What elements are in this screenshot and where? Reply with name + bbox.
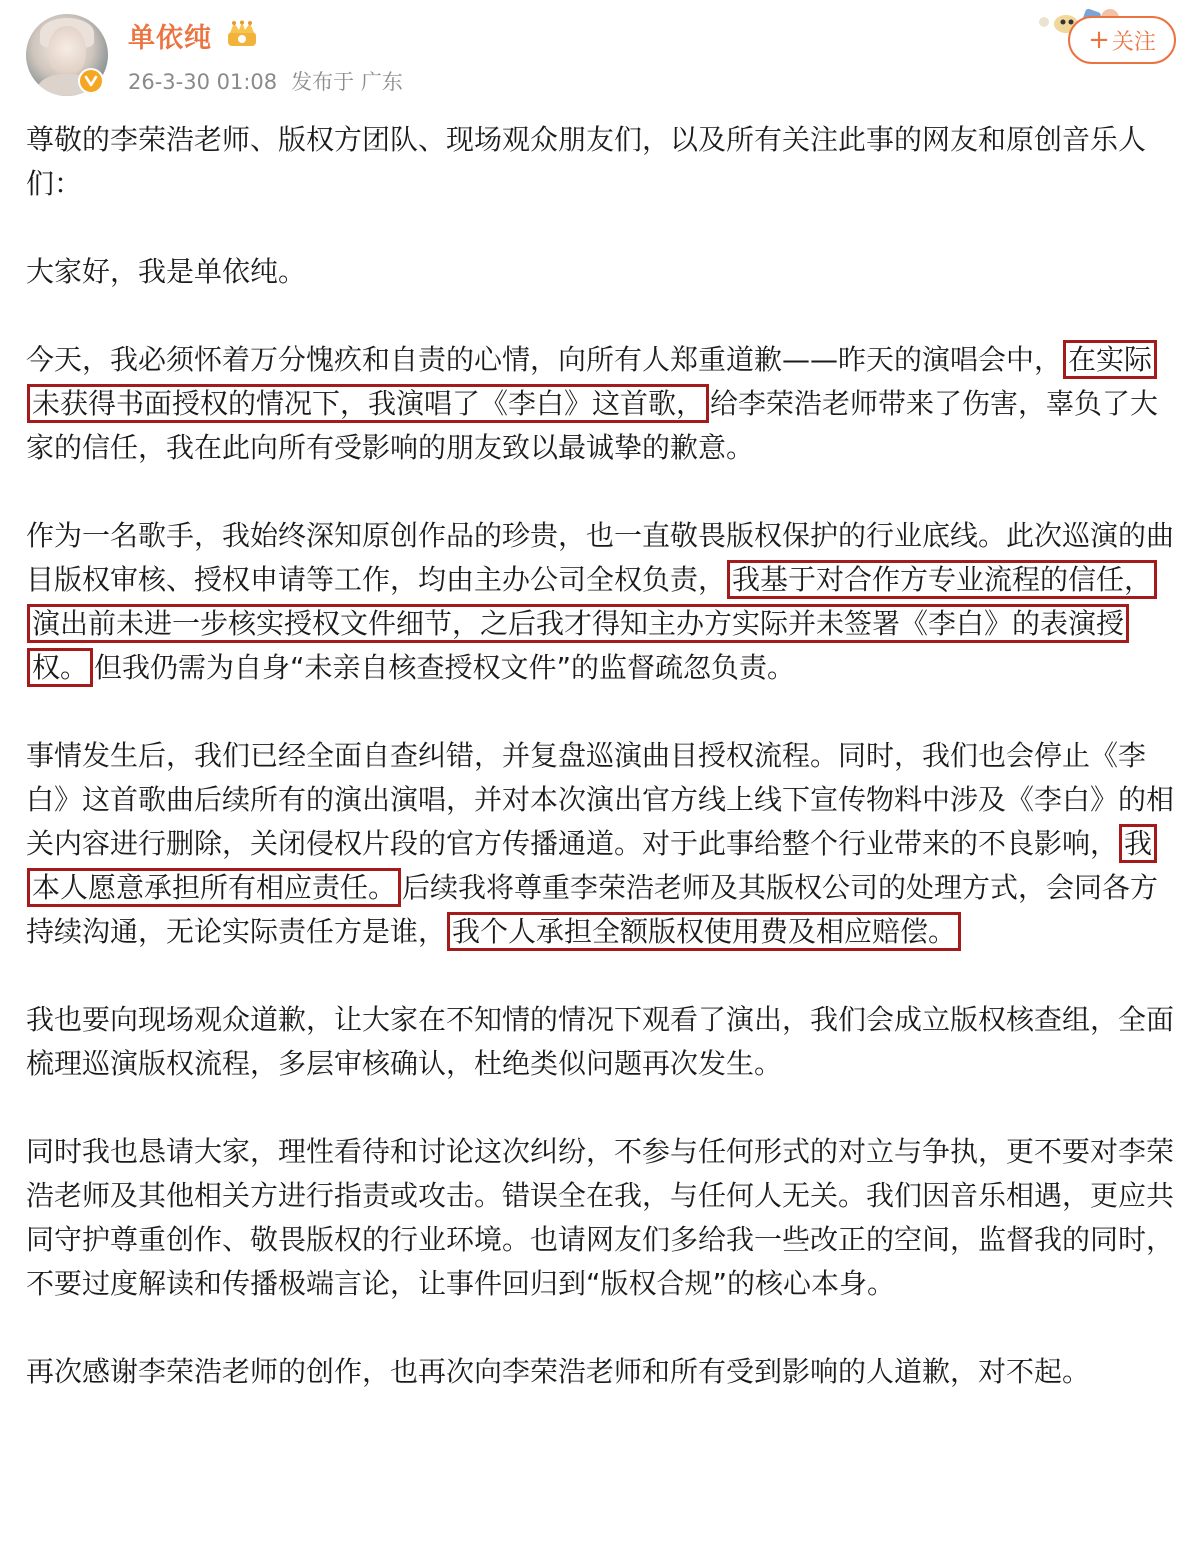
follow-button[interactable] xyxy=(1068,16,1176,64)
explanation-text-a: 作为一名歌手，我始终深知原创作品的珍贵，也一直敬畏版权保护的行业底线。此次巡演的曲目版权审核、授权申请等工作，均由主办公司全权负责， xyxy=(26,519,1175,596)
post-location: 发布于 广东 xyxy=(291,70,403,94)
follow-label: 关注 xyxy=(1111,29,1156,55)
paragraph-closing: 再次感谢李荣浩老师的创作，也再次向李荣浩老师和所有受到影响的人道歉，对不起。 xyxy=(26,1355,1091,1388)
actions-text-a: 事情发生后，我们已经全面自查纠错，并复盘巡演曲目授权流程。同时，我们也会停止《李白》这首歌曲后续所有的演出演唱，并对本次演出官方线上线下宣传物料中涉及《李白》的相关内容进行删除，关闭侵权片段的官方传播通道。对于此事给整个行业带来的不良影响， xyxy=(26,739,1175,860)
apology-text-b: 给李荣浩老师带来了伤害，辜负了大家的信任，我在此向所有受影响的朋友致以最诚挚的歉意。 xyxy=(26,387,1159,464)
verified-badge-icon xyxy=(78,68,104,94)
actions-text-b: 后续我将尊重李荣浩老师及其版权公司的处理方式，会同各方持续沟通，无论实际责任方是谁， xyxy=(26,871,1159,948)
post-header xyxy=(0,0,1200,110)
paragraph-intro: 大家好，我是单依纯。 xyxy=(26,255,307,288)
post-meta xyxy=(128,66,403,96)
highlight-box-trust-partner: 我基于对合作方专业流程的信任，演出前未进一步核实授权文件细节，之后我才得知主办方实际并未签署《李白》的表演授权。 xyxy=(27,560,1157,687)
avatar-face xyxy=(48,26,86,76)
explanation-text-b: 但我仍需为自身“未亲自核查授权文件”的监督疏忽负责。 xyxy=(94,651,796,684)
post-content xyxy=(26,118,1176,1394)
highlight-box-take-responsibility: 我本人愿意承担所有相应责任。 xyxy=(27,824,1157,907)
paragraph-explanation xyxy=(26,514,1176,690)
plus-icon: + xyxy=(1088,25,1110,55)
highlight-box-full-compensation: 我个人承担全额版权使用费及相应赔偿。 xyxy=(447,912,961,951)
highlight-box-no-authorization: 在实际未获得书面授权的情况下，我演唱了《李白》这首歌， xyxy=(27,340,1157,423)
paragraph-greeting: 尊敬的李荣浩老师、版权方团队、现场观众朋友们，以及所有关注此事的网友和原创音乐人们： xyxy=(26,123,1147,200)
apology-text-a: 今天，我必须怀着万分愧疚和自责的心情，向所有人郑重道歉——昨天的演唱会中， xyxy=(26,343,1063,376)
paragraph-actions xyxy=(26,734,1176,954)
crown-member-icon xyxy=(224,20,260,50)
post-timestamp: 26-3-30 01:08 xyxy=(128,70,278,94)
username[interactable]: 单依纯 xyxy=(128,23,212,54)
paragraph-apology xyxy=(26,338,1176,470)
paragraph-request: 同时我也恳请大家，理性看待和讨论这次纠纷，不参与任何形式的对立与争执，更不要对李荣浩老师及其他相关方进行指责或攻击。错误全在我，与任何人无关。我们因音乐相遇，更应共同守护尊重创作、敬畏版权的行业环境。也请网友们多给我一些改正的空间，监督我的同时，不要过度解读和传播极端言论，让事件回归到“版权合规”的核心本身。 xyxy=(26,1135,1175,1300)
paragraph-audience-apology: 我也要向现场观众道歉，让大家在不知情的情况下观看了演出，我们会成立版权核查组，全面梳理巡演版权流程，多层审核确认，杜绝类似问题再次发生。 xyxy=(26,1003,1175,1080)
